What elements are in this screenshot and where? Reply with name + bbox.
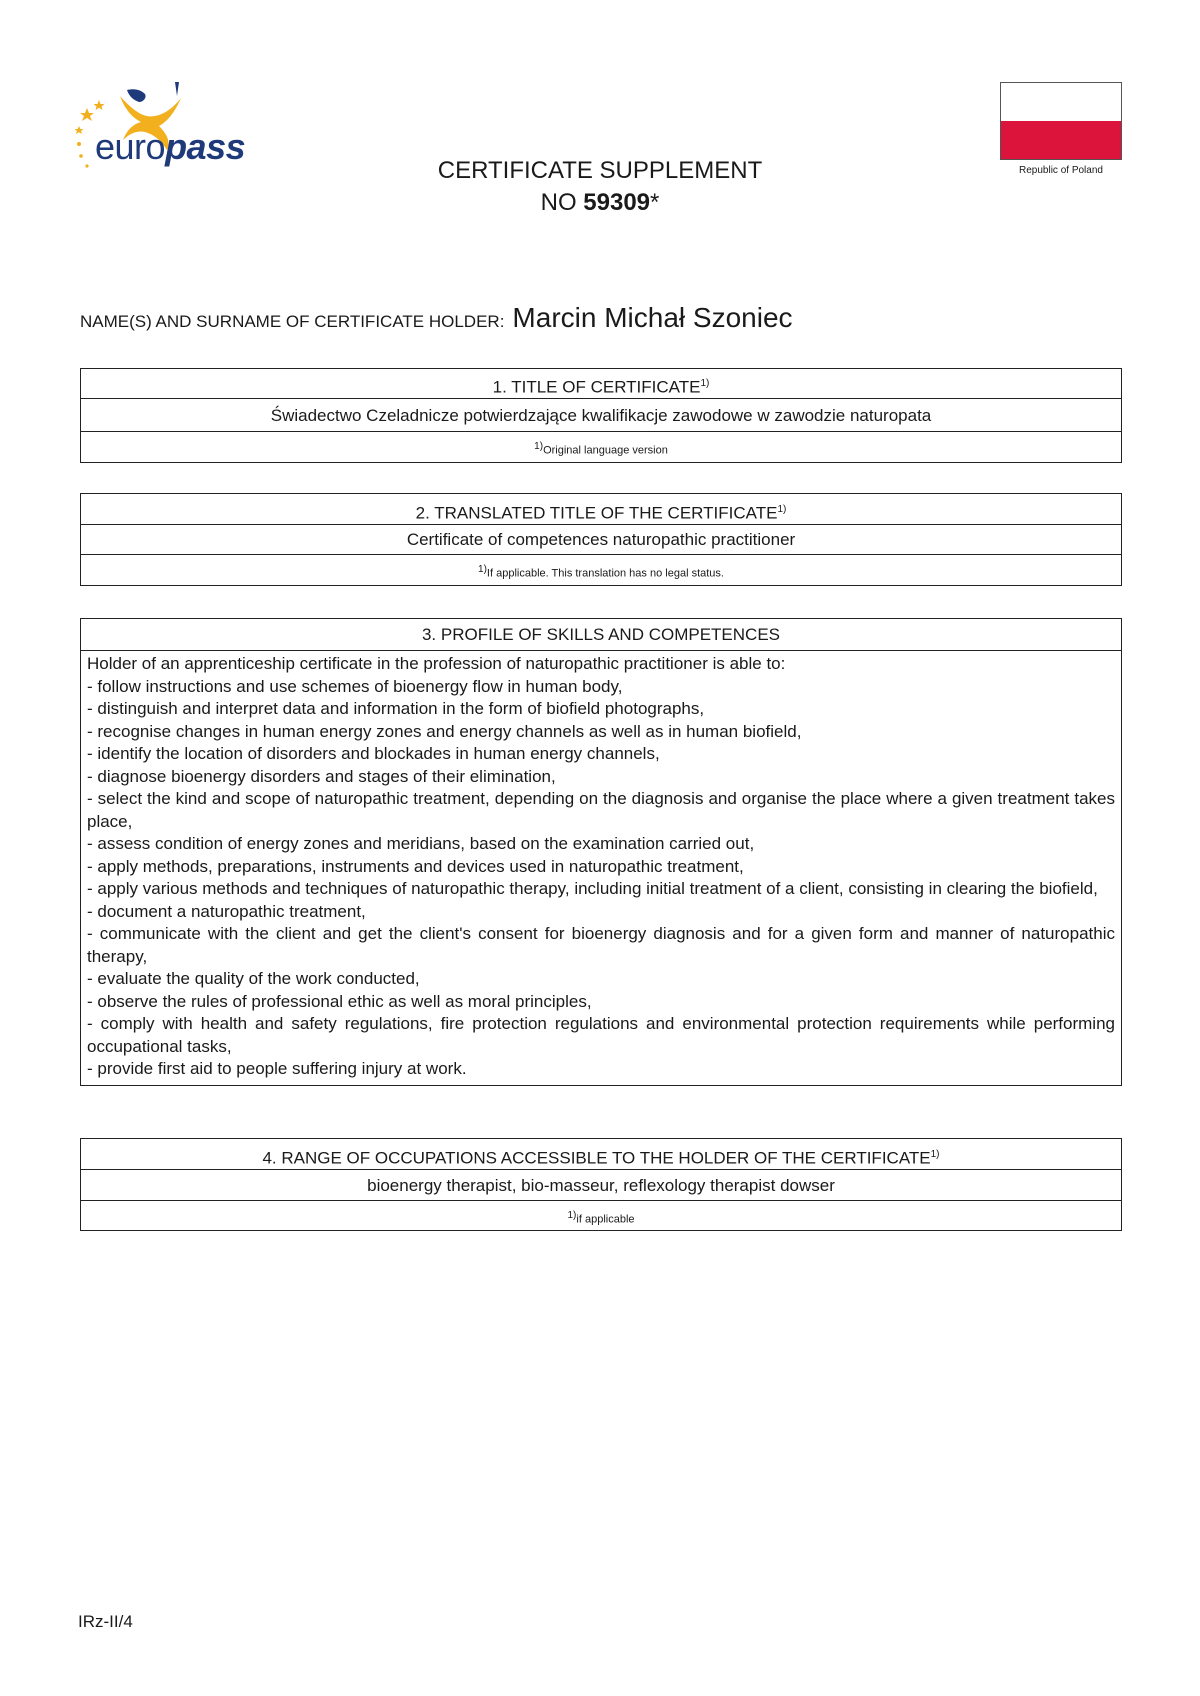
skill-item: - distinguish and interpret data and information in the form of biofield photographs,	[87, 699, 705, 718]
skill-item: - apply various methods and techniques of naturopathic therapy, including initial treatment of a client, consisting in clearing the biofield,	[87, 879, 1098, 898]
section-heading: 1. TITLE OF CERTIFICATE$^{1)}$	[81, 369, 1121, 399]
form-code: IRz-II/4	[78, 1612, 133, 1631]
flag-red-stripe	[1001, 121, 1121, 159]
section-value: Certificate of competences naturopathic practitioner	[81, 525, 1121, 555]
skills-intro: Holder of an apprenticeship certificate in the profession of naturopathic practitioner is able to:	[87, 654, 786, 673]
poland-flag-icon	[1000, 82, 1122, 160]
skill-item: - observe the rules of professional ethic as well as moral principles,	[87, 991, 592, 1011]
flag-caption: Republic of Poland	[1019, 165, 1103, 176]
document-title	[300, 155, 900, 219]
section-note: $^{1)}$Original language version	[534, 441, 668, 457]
skills-list	[81, 651, 1121, 1085]
europass-logo	[75, 78, 275, 188]
skill-item: - identify the location of disorders and blockades in human energy channels,	[87, 744, 660, 763]
skill-item: - evaluate the quality of the work conducted,	[87, 969, 420, 988]
holder-line	[80, 302, 793, 334]
skill-item: - diagnose bioenergy disorders and stages of their elimination,	[87, 766, 556, 786]
section-note: $^{1)}$if applicable	[567, 1210, 635, 1226]
section-title-of-certificate	[80, 368, 1122, 463]
section-value: Świadectwo Czeladnicze potwierdzające kwalifikacje zawodowe w zawodzie naturopata	[81, 399, 1121, 432]
section-range-of-occupations	[80, 1138, 1122, 1231]
skill-item: - document a naturopathic treatment,	[87, 901, 366, 921]
section-translated-title	[80, 493, 1122, 586]
skill-item: - provide first aid to people suffering injury at work.	[87, 1059, 467, 1078]
skill-item: - select the kind and scope of naturopathic treatment, depending on the diagnosis and organise the place where a given treatment takes place,	[87, 789, 1115, 831]
skill-item: - communicate with the client and get the client's consent for bioenergy diagnosis and for a given form and manner of naturopathic therapy,	[87, 924, 1115, 966]
skill-item: - assess condition of energy zones and meridians, based on the examination carried out,	[87, 834, 755, 853]
section-profile-of-skills	[80, 618, 1122, 1086]
skill-item: - recognise changes in human energy zones and energy channels as well as in human biofield,	[87, 721, 802, 741]
europass-wordmark: europass	[95, 126, 246, 167]
holder-label: NAME(S) AND SURNAME OF CERTIFICATE HOLDER:	[80, 312, 505, 331]
skill-item: - apply methods, preparations, instruments and devices used in naturopathic treatment,	[87, 856, 744, 876]
section-heading: 3. PROFILE OF SKILLS AND COMPETENCES	[81, 619, 1121, 651]
section-heading: 4. RANGE OF OCCUPATIONS ACCESSIBLE TO THE HOLDER OF THE CERTIFICATE$^{1)}$	[81, 1139, 1121, 1170]
certificate-number: NO 59309*	[540, 189, 660, 216]
skill-item: - comply with health and safety regulations, fire protection regulations and environmental protection requirements while performing occupational tasks,	[87, 1014, 1115, 1056]
flag-white-stripe	[1001, 83, 1121, 121]
skill-item: - follow instructions and use schemes of bioenergy flow in human body,	[87, 676, 623, 696]
section-value: bioenergy therapist, bio-masseur, reflexology therapist dowser	[81, 1170, 1121, 1201]
section-heading: 2. TRANSLATED TITLE OF THE CERTIFICATE$^{1)}$	[81, 494, 1121, 525]
section-note: $^{1)}$If applicable. This translation has no legal status.	[478, 564, 724, 580]
title-line: CERTIFICATE SUPPLEMENT	[437, 157, 763, 184]
holder-name: Marcin Michał Szoniec	[512, 302, 793, 333]
